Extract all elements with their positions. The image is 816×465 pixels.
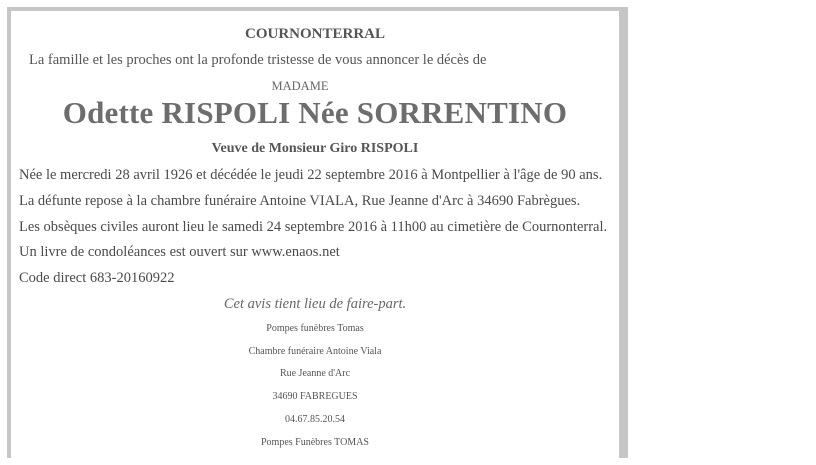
notice-frame <box>7 7 628 458</box>
footer-city: 34690 FABREGUES <box>272 391 358 402</box>
deceased-name: Odette RISPOLI Née SORRENTINO <box>62 95 568 130</box>
birth-death-line: Née le mercredi 28 avril 1926 et décédée le jeudi 22 septembre 2016 à Montpellier à l'âge de 90 ans. <box>19 167 603 183</box>
faire-part-note: Cet avis tient lieu de faire-part. <box>223 296 407 312</box>
death-notice-card <box>11 11 619 458</box>
footer-phone: 04.67.85.20.54 <box>285 414 345 425</box>
footer-signature: Pompes Funèbres TOMAS <box>261 437 369 448</box>
footer-street: Rue Jeanne d'Arc <box>279 368 351 379</box>
footer-chamber: Chambre funéraire Antoine Viala <box>248 346 382 357</box>
condolences-line: Un livre de condoléances est ouvert sur www.enaos.net <box>19 244 340 260</box>
town-heading: COURNONTERRAL <box>244 26 385 42</box>
funeral-line: Les obsèques civiles auront lieu le samedi 24 septembre 2016 à 11h00 au cimetière de Cournonterral. <box>19 219 608 235</box>
repose-line: La défunte repose à la chambre funéraire Antoine VIALA, Rue Jeanne d'Arc à 34690 Fabrègues. <box>19 193 581 209</box>
footer-funeral-home: Pompes funèbres Tomas <box>266 323 364 334</box>
civility-label: MADAME <box>271 79 329 93</box>
intro-text: La famille et les proches ont la profonde tristesse de vous annoncer le décès de <box>29 52 487 68</box>
widow-of-line: Veuve de Monsieur Giro RISPOLI <box>211 141 419 156</box>
direct-code-line: Code direct 683-20160922 <box>19 270 175 286</box>
